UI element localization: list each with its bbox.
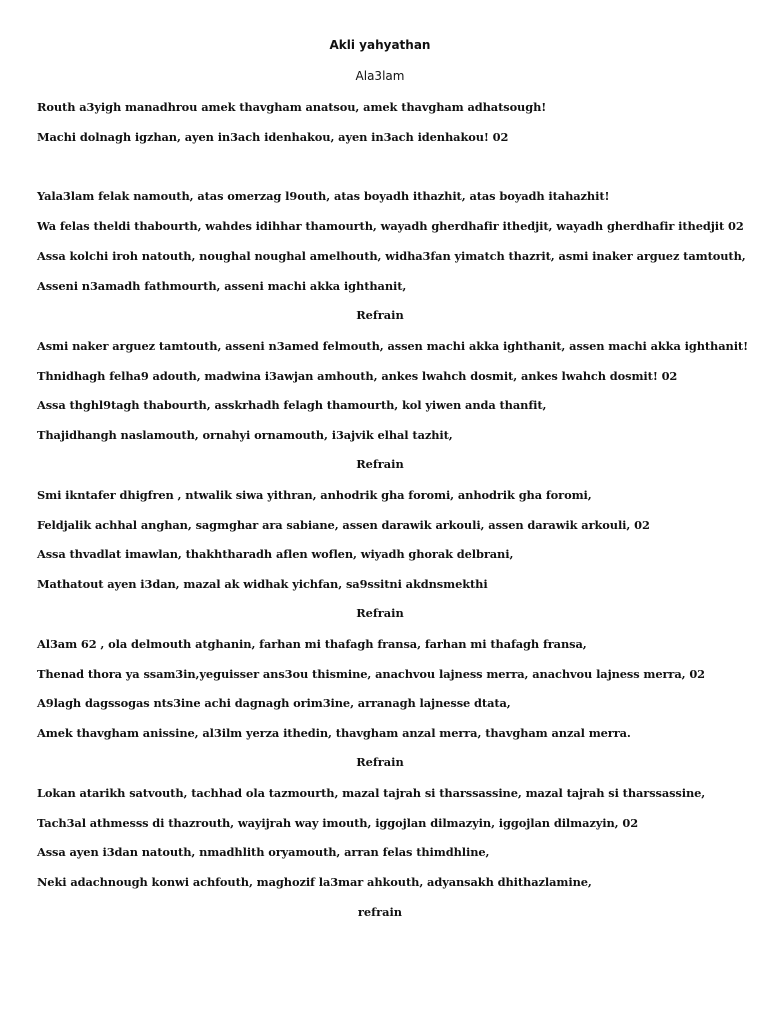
lyric-line: Lokan atarikh satvouth, tachhad ola tazmourth, mazal tajrah si tharssassine, mazal tajrah si tharssassine,: [37, 786, 706, 800]
refrain-label: Refrain: [356, 755, 404, 769]
page-subtitle: Ala3lam: [355, 69, 405, 83]
lyric-line: Assa ayen i3dan natouth, nmadhlith oryamouth, arran felas thimdhline,: [37, 845, 490, 859]
refrain-label: Refrain: [356, 606, 404, 620]
refrain-label: Refrain: [356, 457, 404, 471]
lyric-line: A9lagh dagssogas nts3ine achi dagnagh orim3ine, arranagh lajnesse dtata,: [37, 696, 511, 710]
lyric-line: Assa thvadlat imawlan, thakhtharadh aflen woflen, wiyadh ghorak delbrani,: [37, 547, 514, 561]
lyric-line: Feldjalik achhal anghan, sagmghar ara sabiane, assen darawik arkouli, assen darawik arkouli, 02: [37, 518, 650, 532]
lyric-line: Smi ikntafer dhigfren , ntwalik siwa yithran, anhodrik gha foromi, anhodrik gha foromi,: [37, 488, 592, 502]
refrain-label: refrain: [357, 905, 403, 919]
lyric-line: Al3am 62 , ola delmouth atghanin, farhan mi thafagh fransa, farhan mi thafagh fransa,: [37, 637, 587, 651]
lyric-line: Machi dolnagh igzhan, ayen in3ach idenhakou, ayen in3ach idenhakou! 02: [37, 130, 509, 144]
lyric-line: Mathatout ayen i3dan, mazal ak widhak yichfan, sa9ssitni akdnsmekthi: [37, 577, 488, 591]
lyric-line: Asseni n3amadh fathmourth, asseni machi akka ighthanit,: [37, 279, 407, 293]
lyric-line: Neki adachnough konwi achfouth, maghozif la3mar ahkouth, adyansakh dhithazlamine,: [37, 875, 592, 889]
refrain-label: Refrain: [356, 308, 404, 322]
lyric-line: Routh a3yigh manadhrou amek thavgham anatsou, amek thavgham adhatsough!: [37, 100, 547, 114]
lyric-line: Yala3lam felak namouth, atas omerzag l9outh, atas boyadh ithazhit, atas boyadh itahazhit!: [37, 189, 610, 203]
lyric-line: Thajidhangh naslamouth, ornahyi ornamouth, i3ajvik elhal tazhit,: [37, 428, 453, 442]
lyric-line: Thnidhagh felha9 adouth, madwina i3awjan amhouth, ankes lwahch dosmit, ankes lwahch dosmit! 02: [37, 369, 678, 383]
lyric-line: Amek thavgham anissine, al3ilm yerza ithedin, thavgham anzal merra, thavgham anzal merra.: [37, 726, 631, 740]
page-title: Akli yahyathan: [329, 38, 431, 52]
lyric-line: Thenad thora ya ssam3in,yeguisser ans3ou thismine, anachvou lajness merra, anachvou lajness merra, 02: [37, 667, 705, 681]
lyric-line: Wa felas theldi thabourth, wahdes idihhar thamourth, wayadh gherdhafir ithedjit, wayadh gherdhafir ithedjit 02: [37, 219, 744, 233]
lyric-line: Tach3al athmesss di thazrouth, wayijrah way imouth, iggojlan dilmazyin, iggojlan dilmazyin, 02: [37, 816, 639, 830]
lyric-line: Assa kolchi iroh natouth, noughal noughal amelhouth, widha3fan yimatch thazrit, asmi inaker arguez tamtouth,: [37, 249, 746, 263]
lyric-line: Assa thghl9tagh thabourth, asskrhadh felagh thamourth, kol yiwen anda thanfit,: [37, 398, 547, 412]
lyric-line: Asmi naker arguez tamtouth, asseni n3amed felmouth, assen machi akka ighthanit, assen machi akka ighthanit!: [37, 339, 748, 353]
